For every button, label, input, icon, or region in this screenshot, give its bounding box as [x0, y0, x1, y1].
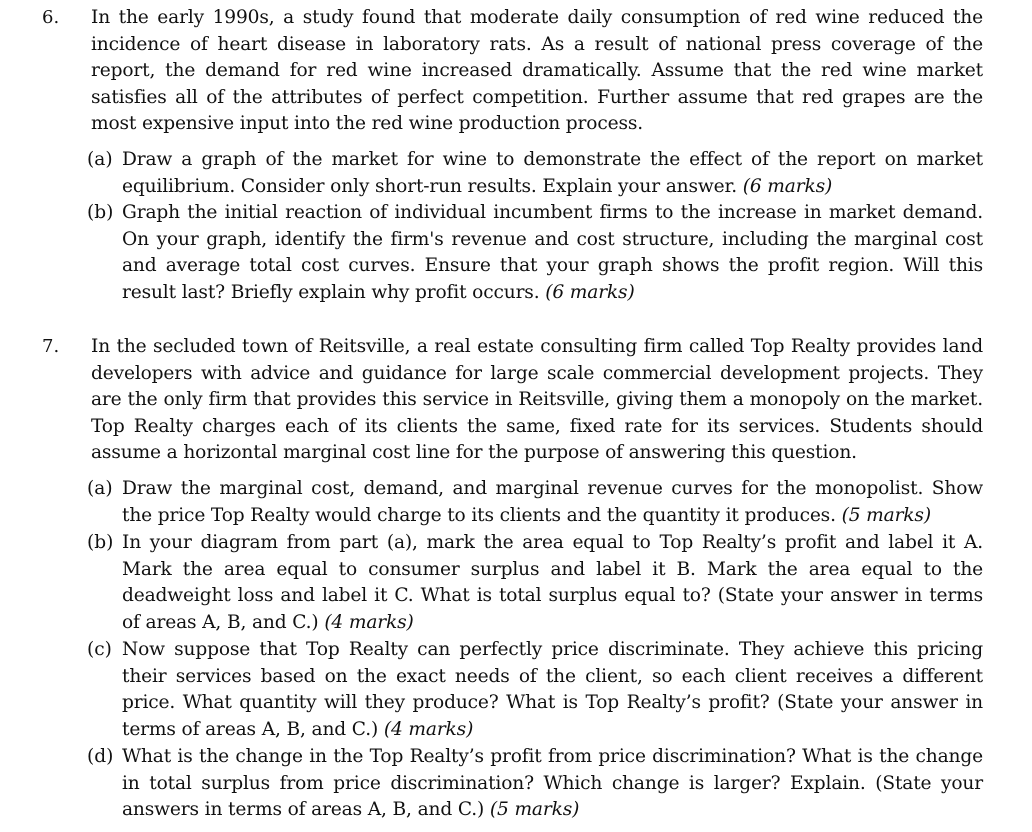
part-body: Draw the marginal cost, demand, and marginal revenue curves for the monopolist. Show the price Top Realty would charge to its clients and the quantity it produces. — [122, 478, 983, 526]
part-label: (d) — [87, 746, 114, 767]
part-label: (a) — [87, 478, 113, 499]
part-text — [122, 200, 983, 306]
part-marks: (5 marks) — [489, 799, 580, 821]
part-text — [122, 637, 983, 743]
part-marks: (6 marks) — [742, 175, 833, 197]
part-text — [122, 147, 983, 200]
question-stem: In the secluded town of Reitsville, a real estate consulting firm called Top Realty provides land developers with advice and guidance for large scale commercial development projects. They are the only firm that provides this service in Reitsville, giving them a monopoly on the market. Top Realty charges each of its clients the same, fixed rate for its services. Students should assume a horizontal marginal cost line for the purpose of answering this question. — [91, 336, 983, 464]
question-stem: In the early 1990s, a study found that moderate daily consumption of red wine reduced the incidence of heart disease in laboratory rats. As a result of national press coverage of the report, the demand for red wine increased dramatically. Assume that the red wine market satisfies all of the attributes of perfect competition. Further assume that red grapes are the most expensive input into the red wine production process. — [91, 7, 983, 135]
part-body: In your diagram from part (a), mark the area equal to Top Realty’s profit and label it A. Mark the area equal to consumer surplus and label it B. Mark the area equal to the deadweight loss and label it C. What is total surplus equal to? (State your answer in terms of areas A, B, and C.) — [122, 532, 983, 633]
part-marks: (5 marks) — [841, 504, 931, 526]
part-body: What is the change in the Top Realty’s profit from price discrimination? What is the change in total surplus from price discrimination? Which change is larger? Explain. (State your answers in terms of areas A, B, and C.) — [122, 746, 983, 821]
part-body: Now suppose that Top Realty can perfectly price discriminate. They achieve this pricing their services based on the exact needs of the client, so each client receives a different price. What quantity will they produce? What is Top Realty’s profit? (State your answer in terms of areas A, B, and C.) — [122, 639, 983, 740]
part-text — [122, 744, 983, 824]
part-text — [122, 476, 983, 529]
part-text — [122, 530, 983, 636]
part-label: (c) — [87, 639, 112, 660]
question-number: 7. — [42, 336, 60, 357]
part-marks: (4 marks) — [383, 718, 474, 740]
part-label: (b) — [87, 202, 114, 223]
question-number: 6. — [42, 7, 60, 28]
part-marks: (6 marks) — [545, 281, 635, 303]
part-body: Graph the initial reaction of individual incumbent firms to the increase in market demand. On your graph, identify the firm's revenue and cost structure, including the marginal cost and average total cost curves. Ensure that your graph shows the profit region. Will this result last? Briefly explain why profit occurs. — [122, 202, 983, 303]
part-label: (b) — [87, 532, 114, 553]
part-marks: (4 marks) — [324, 611, 414, 633]
part-label: (a) — [87, 149, 113, 170]
part-body: Draw a graph of the market for wine to demonstrate the effect of the report on market equilibrium. Consider only short-run results. Explain your answer. — [122, 149, 983, 197]
